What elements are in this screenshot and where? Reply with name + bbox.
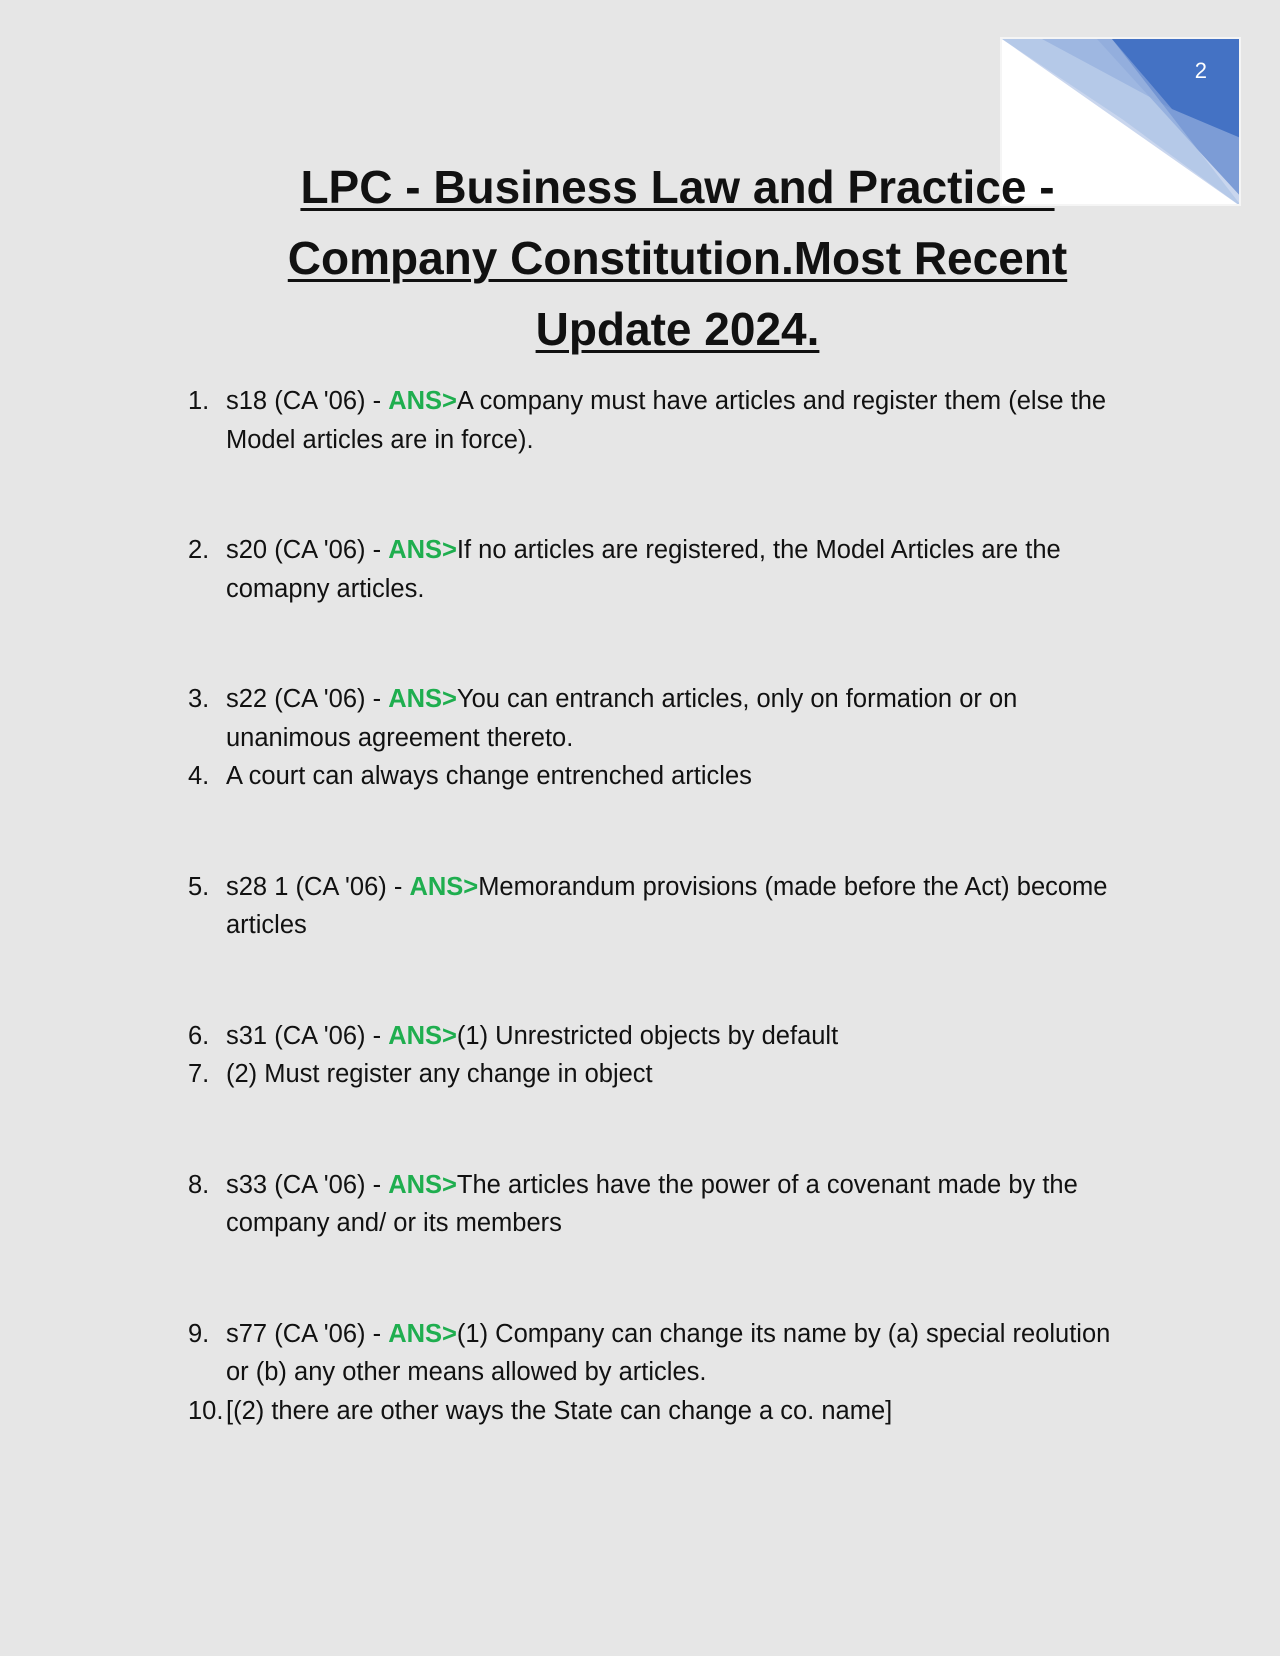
list-item-prefix: s22 (CA '06) -	[226, 685, 389, 713]
list-item-number: 5.	[188, 872, 210, 901]
list-item	[180, 1166, 1120, 1243]
ans-label: ANS>	[388, 1319, 457, 1348]
list-item-prefix: s20 (CA '06) -	[226, 536, 389, 564]
list-item-prefix: s77 (CA '06) -	[226, 1319, 389, 1348]
list-item-prefix: s33 (CA '06) -	[226, 1170, 389, 1199]
list-item-text: [(2) there are other ways the State can change a co. name]	[226, 1396, 893, 1425]
list-item-prefix: s31 (CA '06) -	[226, 1021, 389, 1050]
list-item-text: A company must have articles and register them (else the Model articles are in force).	[226, 387, 1107, 454]
list-item-text: The articles have the power of a covenant made by the company and/ or its members	[226, 1170, 1078, 1237]
list-item-prefix: s18 (CA '06) -	[226, 387, 389, 415]
qa-list	[180, 382, 1120, 1430]
list-item	[180, 1315, 1120, 1392]
ans-label: ANS>	[388, 685, 457, 713]
list-item	[180, 382, 1120, 459]
list-item-text: (1) Unrestricted objects by default	[456, 1021, 839, 1050]
list-item-text: If no articles are registered, the Model Articles are the comapny articles.	[226, 536, 1061, 603]
ans-label: ANS>	[388, 387, 457, 415]
list-item	[180, 531, 1120, 608]
ans-label: ANS>	[388, 1170, 457, 1199]
list-item-number: 7.	[188, 1060, 210, 1088]
list-item-number: 9.	[188, 1319, 210, 1348]
list-item	[180, 1017, 1120, 1056]
list-item	[180, 757, 1120, 796]
list-item-text: (1) Company can change its name by (a) special reolution or (b) any other means allowed by articles.	[226, 1319, 1111, 1386]
list-item-number: 8.	[188, 1170, 210, 1199]
list-item-text: (2) Must register any change in object	[226, 1060, 653, 1088]
list-item-number: 1.	[188, 387, 210, 415]
list-item	[180, 868, 1120, 945]
list-item-text: A court can always change entrenched articles	[226, 762, 752, 790]
list-item-text: Memorandum provisions (made before the Act) become articles	[226, 872, 1108, 939]
page-number: 2	[1194, 58, 1207, 83]
list-item-number: 2.	[188, 536, 210, 564]
ans-label: ANS>	[388, 536, 457, 564]
list-item-number: 4.	[188, 762, 210, 790]
list-item	[180, 680, 1120, 757]
ans-label: ANS>	[409, 872, 479, 901]
list-item-number: 6.	[188, 1021, 210, 1050]
list-item	[180, 1055, 1120, 1094]
list-item-text: You can entranch articles, only on formation or on unanimous agreement thereto.	[226, 685, 1018, 752]
list-item	[180, 1392, 1120, 1431]
ans-label: ANS>	[388, 1021, 457, 1050]
list-item-number: 3.	[188, 685, 210, 713]
list-item-prefix: s28 1 (CA '06) -	[226, 872, 410, 901]
list-item-number: 10.	[188, 1396, 224, 1425]
page-title: LPC - Business Law and Practice - Company Constitution.Most Recent Update 2024.	[287, 161, 1068, 355]
